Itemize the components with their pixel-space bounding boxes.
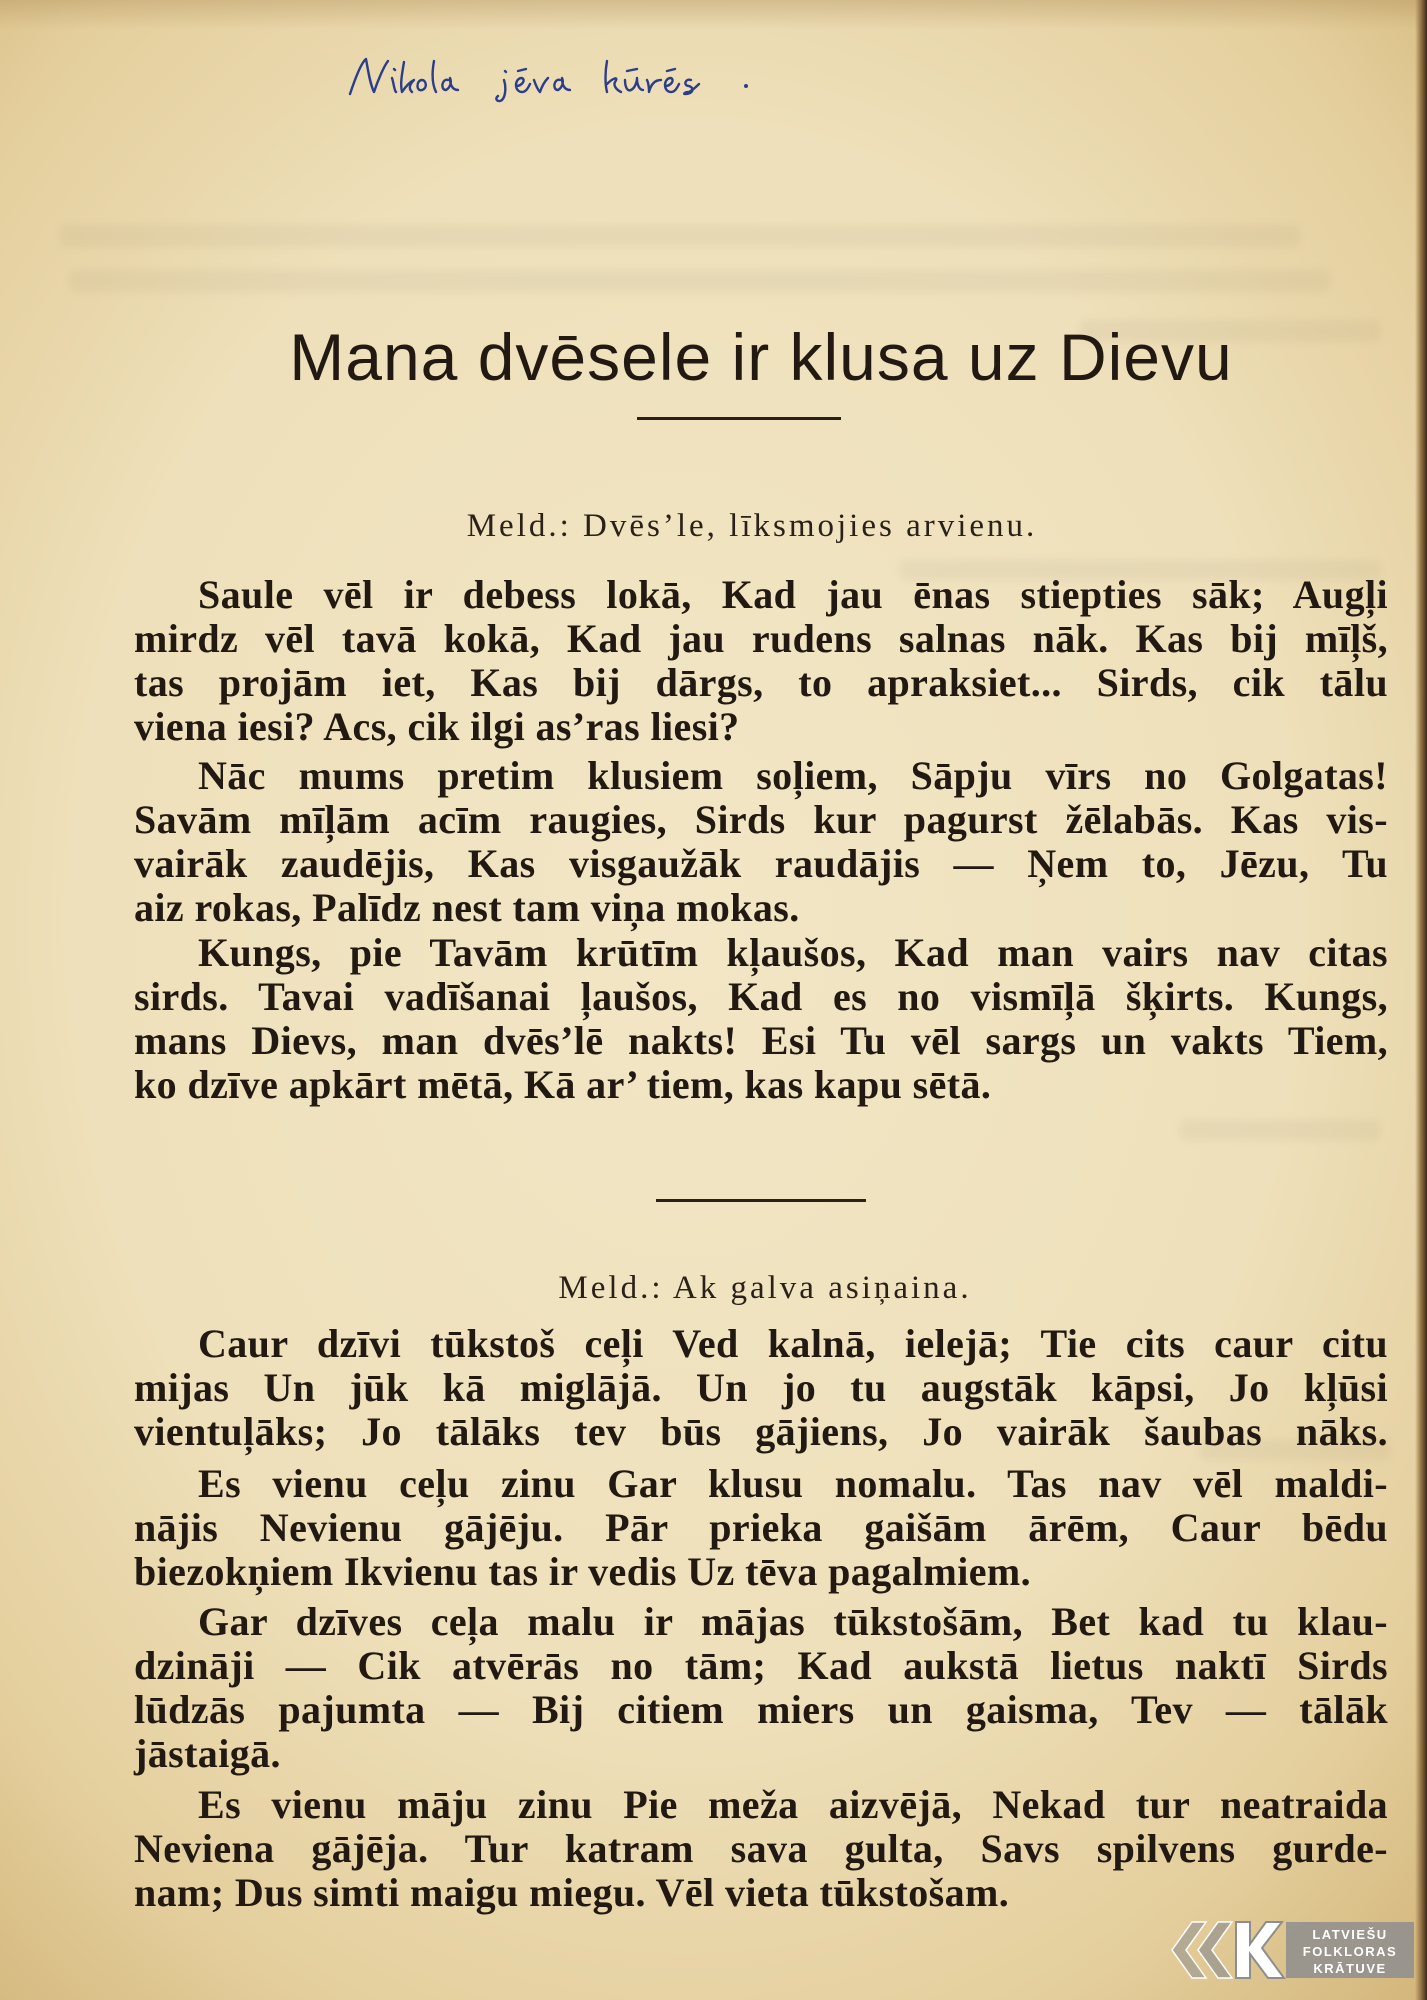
stanza xyxy=(134,931,1388,1107)
stanza-line: Gar dzīves ceļa malu ir mājas tūkstošām, Bet kad tu klau- xyxy=(198,1599,1388,1644)
stanza-line: aiz rokas, Palīdz nest tam viņa mokas. xyxy=(134,885,800,930)
page-title: Mana dvēsele ir klusa uz Dievu xyxy=(289,320,1233,394)
melody-note: Meld.: Dvēs’le, līksmojies arvienu. xyxy=(466,508,1038,544)
handwriting-word xyxy=(350,59,458,94)
stanza-line: mirdz vēl tavā kokā, Kad jau rudens salnas nāk. Kas bij mīļš, xyxy=(134,616,1388,661)
stanza-line: dzināji — Cik atvērās no tām; Kad aukstā lietus naktī Sirds xyxy=(134,1643,1388,1688)
stanza-line: Es vienu māju zinu Pie meža aizvējā, Nekad tur neatraida xyxy=(198,1782,1388,1827)
chevron-icon xyxy=(1198,1922,1232,1978)
stanza-line: jāstaigā. xyxy=(134,1731,281,1776)
stanza-line: Es vienu ceļu zinu Gar klusu nomalu. Tas nav vēl maldi- xyxy=(198,1461,1388,1506)
stanza-line: Savām mīļām acīm raugies, Sirds kur pagurst žēlabās. Kas vis- xyxy=(134,797,1388,842)
stanza-line: viena iesi? Acs, cik ilgi as’ras liesi? xyxy=(134,704,740,749)
handwriting-word xyxy=(606,61,700,94)
handwritten-annotation xyxy=(348,54,758,104)
stanza-line: vairāk zaudējis, Kas visgaužāk raudājis — Ņem to, Jēzu, Tu xyxy=(134,841,1388,886)
stanza xyxy=(134,1462,1388,1594)
stanza xyxy=(134,754,1388,930)
stanza-line: nājis Nevienu gājēju. Pār prieka gaišām ārēm, Caur bēdu xyxy=(134,1505,1388,1550)
stanza-line: Kungs, pie Tavām krūtīm kļaušos, Kad man vairs nav citas xyxy=(198,930,1388,975)
stanza-line: nam; Dus simti maigu miegu. Vēl vieta tūkstošam. xyxy=(134,1870,1010,1915)
handwriting-stroke xyxy=(606,61,700,94)
section-divider xyxy=(656,1199,866,1202)
stanza-line: sirds. Tavai vadīšanai ļaušos, Kad es no vismīļā šķirts. Kungs, xyxy=(134,974,1388,1019)
stanza-line: mijas Un jūk kā miglājā. Un jo tu augstāk kāpsi, Jo kļūsi xyxy=(134,1365,1388,1410)
stanza-line: lūdzās pajumta — Bij citiem miers un gaisma, Tev — tālāk xyxy=(134,1687,1388,1732)
stanza-line: mans Dievs, man dvēs’lē nakts! Esi Tu vēl sargs un vakts Tiem, xyxy=(134,1018,1388,1063)
watermark-line: FOLKLORAS xyxy=(1302,1944,1398,1959)
handwriting-dot xyxy=(744,84,748,88)
stanza-line: Neviena gājēja. Tur katram sava gulta, Savs spilvens gurde- xyxy=(134,1826,1388,1871)
stanza xyxy=(134,1783,1388,1915)
bleed-through-smudge xyxy=(70,270,1330,292)
stanza-line: biezokņiem Ikvienu tas ir vedis Uz tēva pagalmiem. xyxy=(134,1549,1032,1594)
stanza xyxy=(134,573,1388,749)
bleed-through-smudge xyxy=(60,225,1300,247)
stanza-line: ko dzīve apkārt mētā, Kā ar’ tiem, kas kapu sētā. xyxy=(134,1062,992,1107)
handwriting-word xyxy=(496,69,570,101)
melody-note: Meld.: Ak galva asiņaina. xyxy=(558,1270,972,1306)
watermark-line: LATVIEŠU xyxy=(1312,1927,1388,1942)
title-divider xyxy=(637,417,841,420)
paper-right-edge xyxy=(1415,0,1427,2000)
paper-top-edge xyxy=(0,0,1427,30)
stanza xyxy=(134,1600,1388,1776)
k-letter-mark-icon xyxy=(1236,1922,1284,1978)
stanza-line: vientuļāks; Jo tālāks tev būs gājiens, Jo vairāk šaubas nāks. xyxy=(134,1409,1388,1454)
archive-watermark-logo xyxy=(1162,1914,1416,1986)
stanza-line: tas projām iet, Kas bij dārgs, to apraksiet... Sirds, cik tālu xyxy=(134,660,1388,705)
watermark-line: KRĀTUVE xyxy=(1313,1961,1387,1976)
bleed-through-smudge xyxy=(1180,1120,1380,1140)
stanza-line: Caur dzīvi tūkstoš ceļi Ved kalnā, ielejā; Tie cits caur citu xyxy=(198,1321,1388,1366)
stanza-line: Saule vēl ir debess lokā, Kad jau ēnas stiepties sāk; Augļi xyxy=(198,572,1388,617)
handwriting-stroke xyxy=(350,59,458,94)
stanza xyxy=(134,1322,1388,1454)
stanza-line: Nāc mums pretim klusiem soļiem, Sāpju vīrs no Golgatas! xyxy=(198,753,1388,798)
handwriting-stroke xyxy=(496,69,570,101)
